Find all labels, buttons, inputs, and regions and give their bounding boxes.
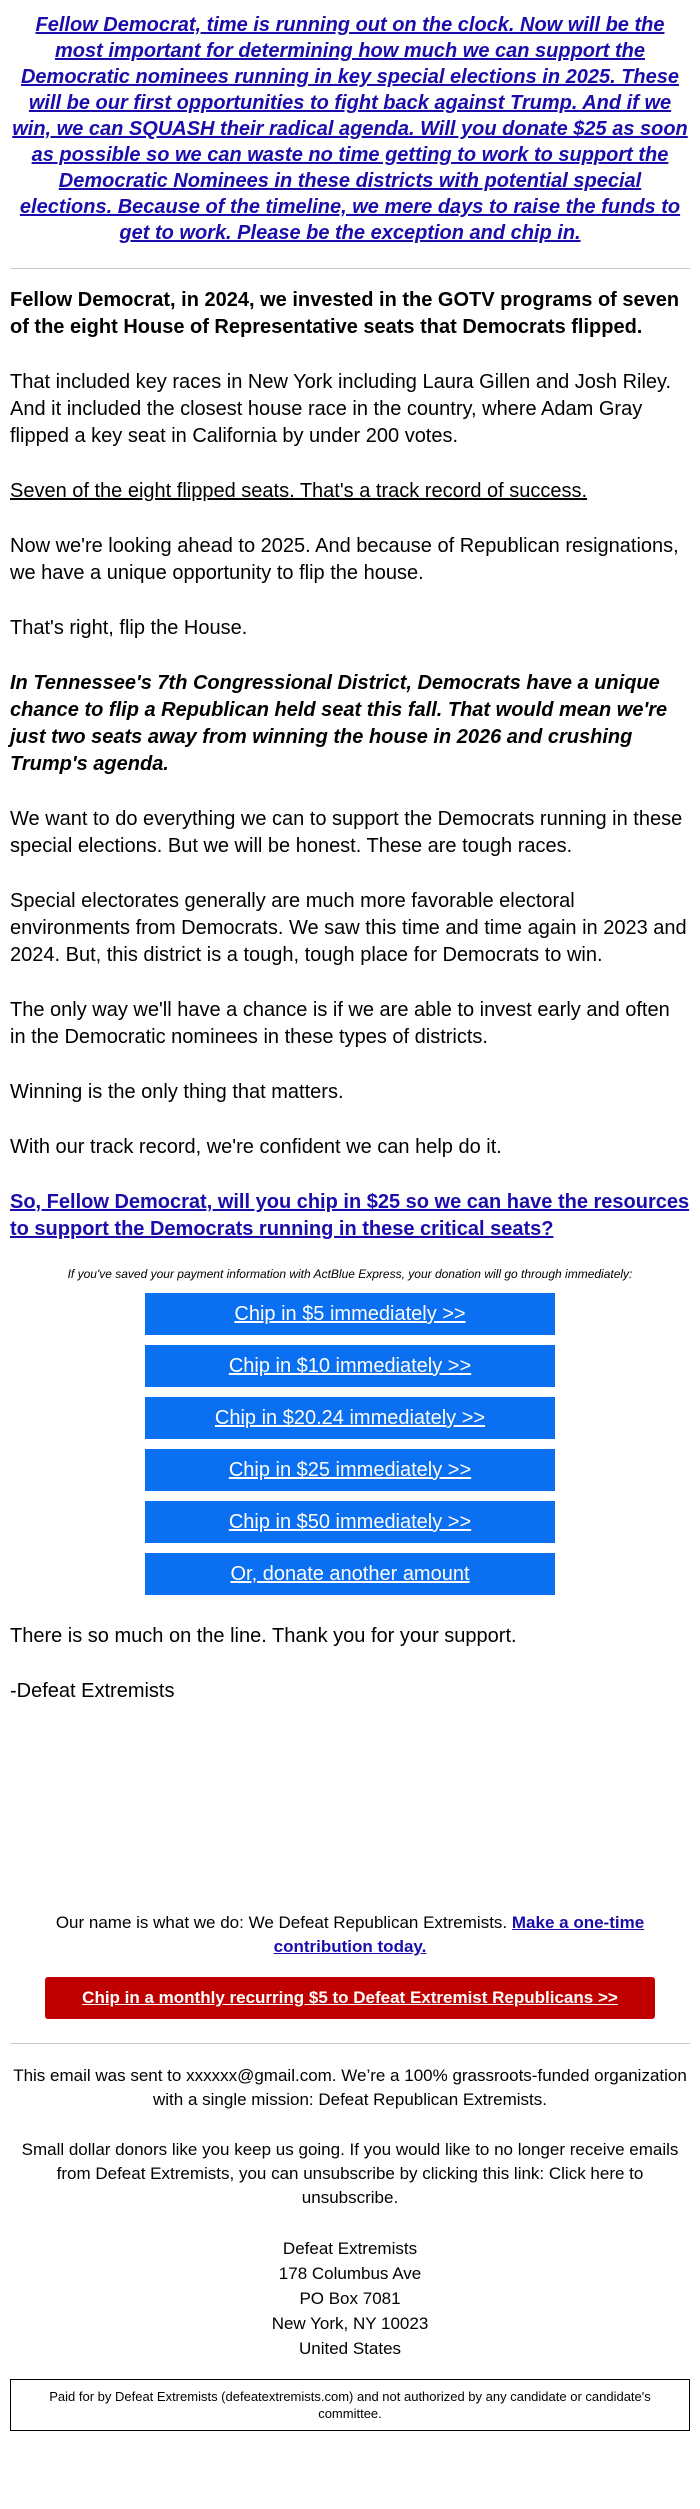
chip-in-10-button[interactable]: Chip in $10 immediately >> <box>145 1345 555 1387</box>
chip-in-5-button[interactable]: Chip in $5 immediately >> <box>145 1293 555 1335</box>
address-name: Defeat Extremists <box>282 2239 418 2258</box>
footer-divider <box>10 2043 690 2044</box>
closing-paragraph: There is so much on the line. Thank you for your support. <box>10 1625 517 1647</box>
address-pobox: PO Box 7081 <box>299 2289 401 2308</box>
intro-paragraph: Fellow Democrat, in 2024, we invested in the GOTV programs of seven of the eight House of Representative seats that Democrats flipped. <box>10 289 680 338</box>
footer-promo-text: Our name is what we do: We Defeat Republican Extremists. <box>55 1913 508 1932</box>
address-city: New York, NY 10023 <box>271 2314 429 2333</box>
tennessee-paragraph: In Tennessee's 7th Congressional District, Democrats have a unique chance to flip a Republican held seat this fall. That would mean we're just two seats away from winning the house in 2026 and crushing Trump's agenda. <box>10 672 668 775</box>
monthly-button-row <box>10 1977 690 2019</box>
one-time-contribution-link[interactable]: Make a one-time contribution today. <box>273 1913 645 1956</box>
sent-to-text: This email was sent to xxxxxx@gmail.com. We’re a 100% grassroots-funded organization with a single mission: Defeat Republican Extremists. <box>13 2066 687 2109</box>
winning-paragraph: Winning is the only thing that matters. <box>10 1081 344 1103</box>
cta-link[interactable]: So, Fellow Democrat, will you chip in $25 so we can have the resources to support the Democrats running in these critical seats? <box>10 1191 690 1240</box>
mailing-address <box>10 2236 690 2361</box>
footer-promo <box>30 1911 670 1959</box>
races-paragraph: That included key races in New York including Laura Gillen and Josh Riley. And it included the closest house race in the country, where Adam Gray flipped a key seat in California by under 200 votes. <box>10 371 672 447</box>
cta-paragraph <box>10 1189 690 1243</box>
unsubscribe-text: Small dollar donors like you keep us going. If you would like to no longer receive emails from Defeat Extremists, you can unsubscribe by clicking this link: Click here to unsubscribe. <box>21 2140 679 2207</box>
looking-ahead-paragraph: Now we're looking ahead to 2025. And because of Republican resignations, we have a unique opportunity to flip the house. <box>10 535 679 584</box>
support-paragraph: We want to do everything we can to support the Democrats running in these special elections. But we will be honest. These are tough races. <box>10 808 683 857</box>
top-banner-link[interactable]: Fellow Democrat, time is running out on the clock. Now will be the most important for determining how much we can support the Democratic nominees running in key special elections in 2025. These will be our first opportunities to fight back against Trump. And if we win, we can SQUASH their radical agenda. Will you donate $25 as soon as possible so we can waste no time getting to work to support the Democratic Nominees in these districts with potential special elections. Because of the timeline, we mere days to raise the funds to get to work. Please be the exception and chip in. <box>12 14 688 244</box>
electorates-paragraph: Special electorates generally are much more favorable electoral environments from Democrats. We saw this time and time again in 2023 and 2024. But, this district is a tough, tough place for Democrats to win. <box>10 890 687 966</box>
chip-in-50-button[interactable]: Chip in $50 immediately >> <box>145 1501 555 1543</box>
donation-button-group <box>10 1293 690 1605</box>
chip-in-25-button[interactable]: Chip in $25 immediately >> <box>145 1449 555 1491</box>
signature: -Defeat Extremists <box>10 1680 175 1702</box>
address-street: 178 Columbus Ave <box>278 2264 422 2283</box>
top-banner <box>10 12 690 246</box>
chip-in-20-24-button[interactable]: Chip in $20.24 immediately >> <box>145 1397 555 1439</box>
monthly-recurring-button[interactable]: Chip in a monthly recurring $5 to Defeat Extremist Republicans >> <box>45 1977 655 2019</box>
actblue-express-note: If you've saved your payment information with ActBlue Express, your donation will go through immediately: <box>67 1267 633 1281</box>
flip-house-paragraph: That's right, flip the House. <box>10 617 248 639</box>
blank-spacer <box>10 1705 690 1911</box>
header-divider <box>10 268 690 269</box>
paid-for-disclaimer: Paid for by Defeat Extremists (defeatextremists.com) and not authorized by any candidate or candidate's committee. <box>10 2379 690 2431</box>
confidence-paragraph: With our track record, we're confident we can help do it. <box>10 1136 502 1158</box>
address-country: United States <box>298 2339 402 2358</box>
track-record-paragraph: Seven of the eight flipped seats. That's a track record of success. <box>10 480 588 502</box>
invest-paragraph: The only way we'll have a chance is if we are able to invest early and often in the Democratic nominees in these types of districts. <box>10 999 670 1048</box>
donate-other-amount-button[interactable]: Or, donate another amount <box>145 1553 555 1595</box>
